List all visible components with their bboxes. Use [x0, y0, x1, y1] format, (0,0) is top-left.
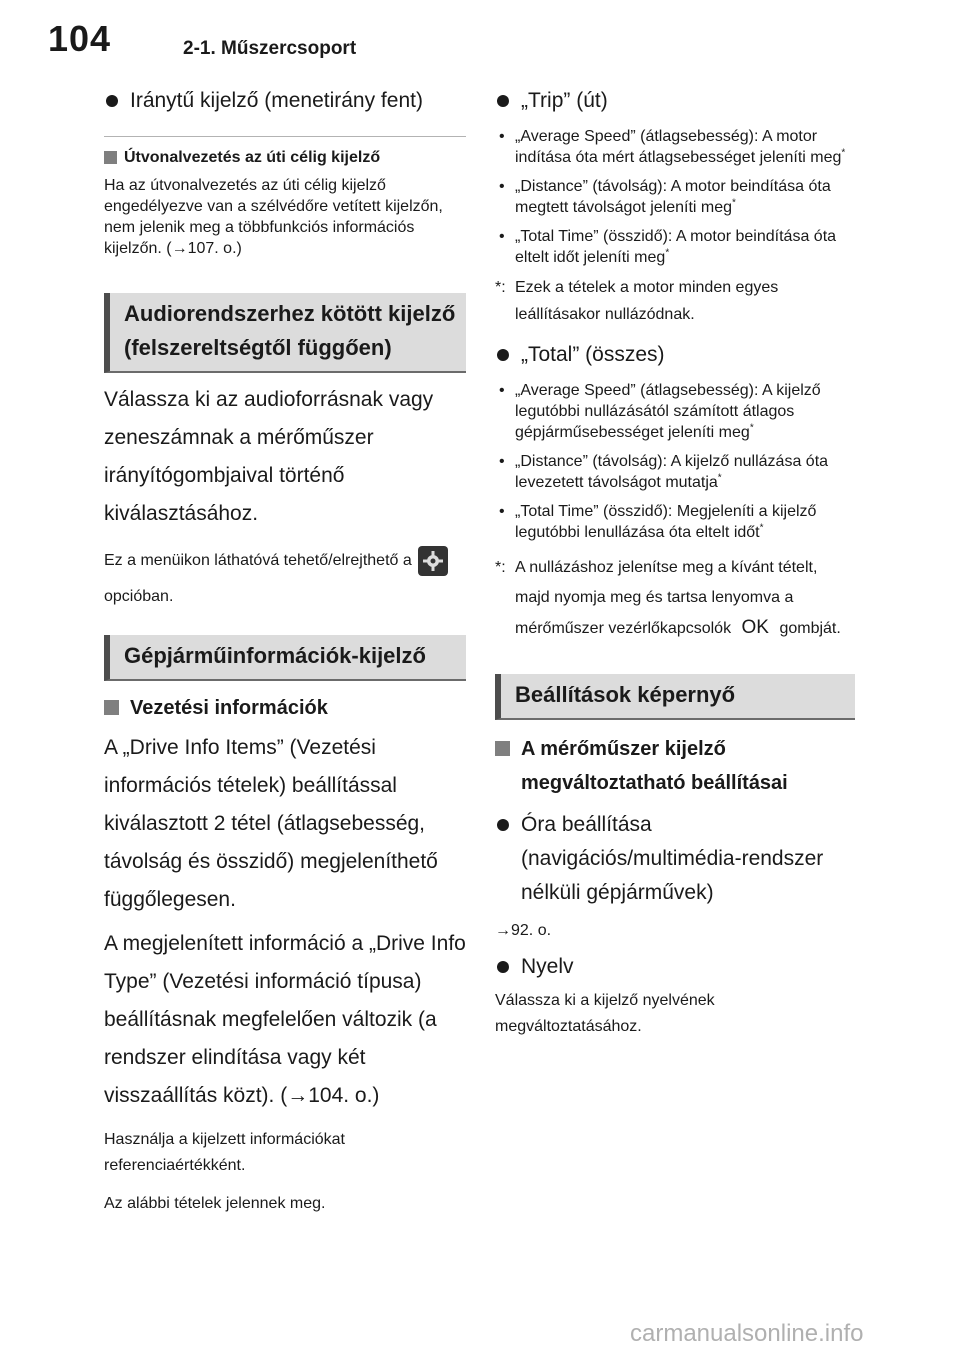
- bullet-dot-icon: [497, 961, 509, 973]
- trip-footnote: [495, 274, 855, 328]
- driving-info-heading-text: Vezetési információk: [130, 697, 328, 719]
- route-heading: [104, 147, 466, 169]
- asterisk: *: [759, 522, 764, 534]
- gear-icon: [418, 546, 448, 576]
- compass-bullet: [104, 84, 466, 118]
- items-text: Az alábbi tételek jelennek meg.: [104, 1195, 326, 1212]
- right-column: [495, 84, 855, 1040]
- list-item-text: „Average Speed” (átlagsebesség): A motor indítása óta mért átlagsebességet jeleníti meg: [515, 128, 842, 166]
- list-item-text: „Average Speed” (átlagsebesség): A kijelző legutóbbi nullázásától számított átlagos gépjárműsebességet jeleníti meg: [515, 382, 821, 441]
- bullet-dot-icon: [106, 95, 118, 107]
- menu-text-b: opcióban.: [104, 588, 174, 605]
- trip-bullet: [495, 84, 855, 118]
- divider: [104, 136, 466, 137]
- vehicle-info-section-title: Gépjárműinformációk-kijelző: [104, 635, 466, 681]
- route-text: Ha az útvonalvezetés az úti célig kijelző engedélyezve van a szélvédőre vetített kijelzőn, nem jelenik meg a többfunkciós információs kijelzőn. (→107. o.): [104, 177, 443, 257]
- list-item: • „Average Speed” (átlagsebesség): A kijelző legutóbbi nullázásától számított átlagos gépjárműsebességet jeleníti meg*: [499, 382, 821, 441]
- square-bullet-icon: [104, 151, 117, 164]
- list-item-text: „Total Time” (összidő): Megjeleníti a kijelző legutóbbi lenullázása óta eltelt időt: [515, 503, 817, 541]
- square-bullet-icon: [104, 700, 119, 715]
- square-bullet-icon: [495, 741, 510, 756]
- ok-button-icon: OK: [741, 617, 769, 638]
- settings-heading-text: A mérőműszer kijelző megváltoztatható beállításai: [521, 738, 788, 794]
- trip-list: [495, 126, 855, 268]
- clock-bullet-text: Óra beállítása (navigációs/multimédia-rendszer nélküli gépjárművek): [521, 813, 824, 904]
- page-header: [0, 0, 960, 80]
- compass-bullet-text: Iránytű kijelző (menetirány fent): [130, 89, 423, 112]
- asterisk: *: [665, 247, 670, 259]
- language-bullet: [495, 950, 855, 984]
- language-bullet-text: Nyelv: [521, 955, 574, 978]
- left-column: [104, 84, 466, 1217]
- list-item-text: „Distance” (távolság): A kijelző nullázása óta levezetett távolságot mutatja: [515, 453, 829, 491]
- total-note-text-b: gombját.: [779, 620, 841, 637]
- clock-bullet: [495, 808, 855, 910]
- clock-reference: →92. o.: [495, 922, 552, 939]
- total-bullet-text: „Total” (összes): [521, 343, 665, 366]
- asterisk: *: [717, 472, 722, 484]
- settings-heading: [495, 732, 855, 800]
- list-item-text: „Total Time” (összidő): A motor beindítása óta eltelt időt jeleníti meg: [515, 228, 837, 266]
- route-heading-text: Útvonalvezetés az úti célig kijelző: [124, 149, 381, 166]
- driving-info-heading: [104, 691, 466, 725]
- trip-bullet-text: „Trip” (út): [521, 89, 608, 112]
- bullet-dot-icon: [497, 349, 509, 361]
- menu-visibility-text: [104, 543, 466, 615]
- driving-text-1: A „Drive Info Items” (Vezetési információs tételek) beállítással kiválasztott 2 tétel (átlagsebesség, távolság és összidő) megjeleníthető függőlegesen.: [104, 736, 438, 911]
- footnote-mark: *:: [495, 279, 506, 296]
- total-note-text-a: A nullázáshoz jelenítse meg a kívánt tételt, majd nyomja meg és tartsa lenyomva a mérőműszer vezérlőkapcsolók: [515, 559, 818, 637]
- bullet-dot-icon: [497, 819, 509, 831]
- audio-section-title: Audiorendszerhez kötött kijelző (felszereltségtől függően): [104, 293, 466, 373]
- section-title: 2-1. Műszercsoport: [183, 38, 357, 59]
- footnote-mark: *:: [495, 559, 506, 576]
- driving-text-2: A megjelenített információ a „Drive Info Type” (Vezetési információ típusa) beállításnak megfelelően változik (a rendszer elindítása vagy két visszaállítás közt). (→104. o.): [104, 932, 466, 1107]
- list-item-text: „Distance” (távolság): A motor beindítása óta megtett távolságot jeleníti meg: [515, 178, 831, 216]
- asterisk: *: [732, 197, 736, 209]
- list-item: • „Distance” (távolság): A kijelző nullázása óta levezetett távolságot mutatja*: [499, 453, 829, 491]
- list-item: • „Total Time” (összidő): Megjeleníti a kijelző legutóbbi lenullázása óta eltelt időt*: [499, 503, 817, 541]
- asterisk: *: [841, 147, 846, 159]
- bullet-dot-icon: [497, 95, 509, 107]
- total-list: [495, 380, 855, 543]
- menu-text-a: Ez a menüikon láthatóvá tehető/elrejthető a: [104, 552, 412, 569]
- settings-section-title: Beállítások képernyő: [495, 674, 855, 720]
- audio-text: Válassza ki az audioforrásnak vagy zeneszámnak a mérőműszer irányítógombjaival történő kiválasztásához.: [104, 388, 434, 525]
- reference-text: Használja a kijelzett információkat referenciaértékként.: [104, 1131, 345, 1174]
- asterisk: *: [749, 422, 754, 434]
- trip-note-text: Ezek a tételek a motor minden egyes leállításakor nullázódnak.: [515, 279, 779, 323]
- watermark: carmanualsonline.info: [630, 1320, 864, 1347]
- list-item: • „Average Speed” (átlagsebesség): A motor indítása óta mért átlagsebességet jeleníti meg*: [499, 128, 846, 166]
- total-footnote: [495, 553, 855, 644]
- total-bullet: [495, 338, 855, 372]
- page-number: 104: [48, 18, 112, 59]
- language-text: Válassza ki a kijelző nyelvének megváltoztatásához.: [495, 992, 715, 1035]
- list-item: • „Total Time” (összidő): A motor beindítása óta eltelt időt jeleníti meg*: [499, 228, 837, 266]
- list-item: • „Distance” (távolság): A motor beindítása óta megtett távolságot jeleníti meg*: [499, 178, 831, 216]
